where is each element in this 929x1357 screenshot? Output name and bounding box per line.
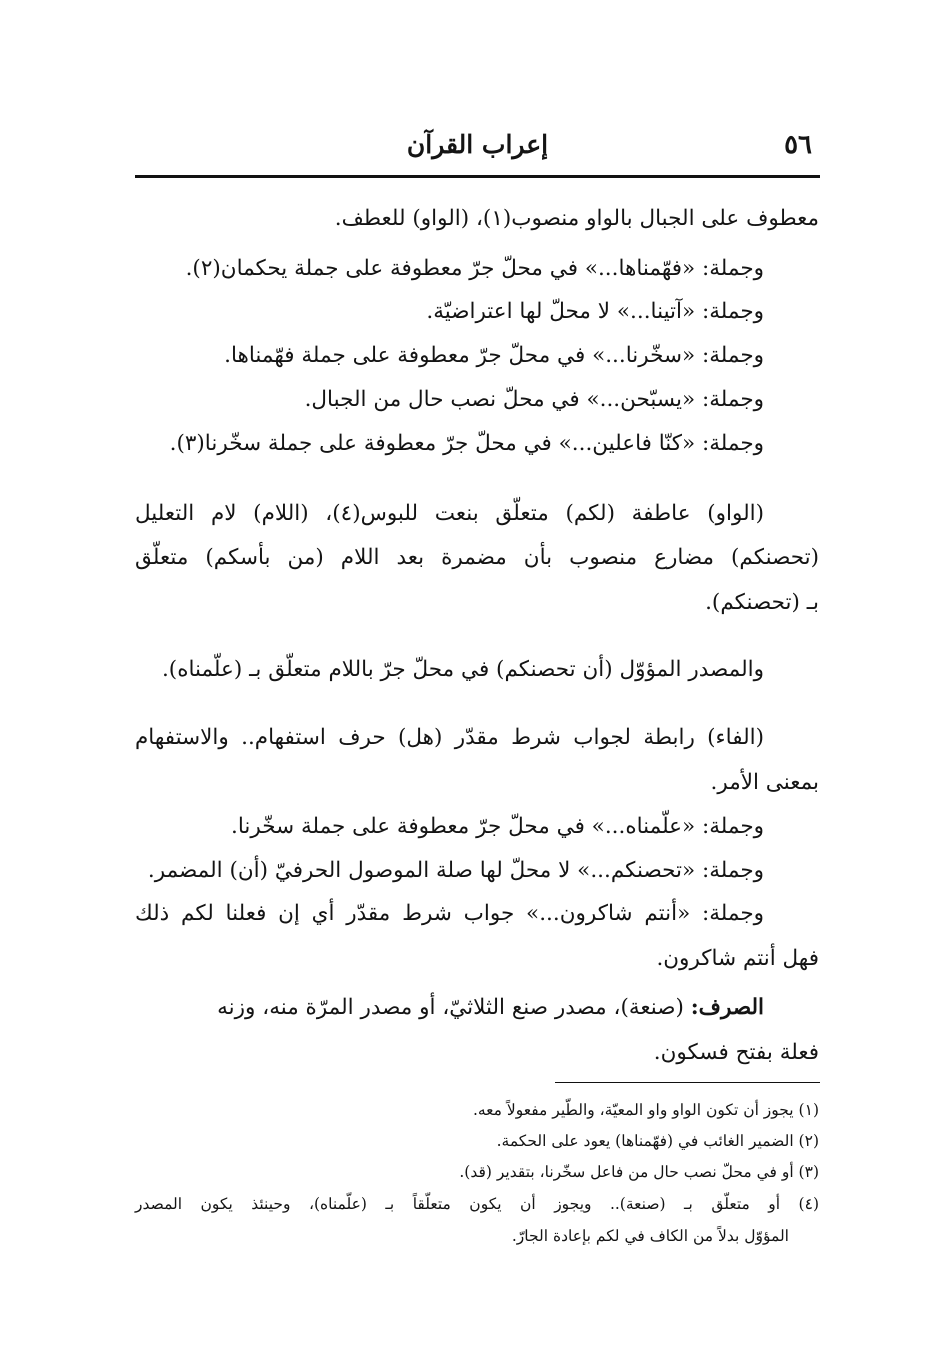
header-rule [135, 175, 820, 178]
text-line: وجملة: «فهّمناها...» في محلّ جرّ معطوفة على جملة يحكمان(٢). [185, 256, 764, 281]
text-line: وجملة: «آتينا...» لا محلّ لها اعتراضيّة. [426, 299, 764, 324]
footnote: (٣) أو في محلّ نصب حال من فاعل سخّرنا، بتقدير (قد). [459, 1163, 819, 1181]
sarf-label: الصرف: [690, 995, 764, 1020]
footnote: (٢) الضمير الغائب في (فهّمناها) يعود على الحكمة. [496, 1132, 819, 1150]
text-line: وجملة: «يسبّحن...» في محلّ نصب حال من الجبال. [304, 387, 764, 412]
sarf-text: (صنعة)، مصدر صنع الثلاثيّ، أو مصدر المرّة منه، وزنه [217, 995, 684, 1020]
text-line: وجملة: «سخّرنا...» في محلّ جرّ معطوفة على جملة فهّمناها. [224, 343, 764, 368]
footnote: (١) يجوز أن تكون الواو واو المعيّة، والطّير مفعولاً معه. [472, 1101, 819, 1119]
text-line: فعلة بفتح فسكون. [653, 1040, 819, 1065]
text-line: والمصدر المؤوّل (أن تحصنكم) في محلّ جرّ باللام متعلّق بـ (علّمناه). [161, 657, 764, 682]
text-line: بمعنى الأمر. [710, 770, 819, 795]
text-line: وجملة: «أنتم شاكرون...» جواب شرط مقدّر أي إن فعلنا لكم ذلك [135, 901, 764, 926]
running-title: إعراب القرآن [406, 130, 549, 159]
text-line: (الواو) عاطفة (لكم) متعلّق بنعت للبوس(٤)، (اللام) لام التعليل [135, 501, 764, 526]
sarf-line [135, 993, 764, 1023]
footnote-continuation: المؤوّل بدلاً من الكاف في لكم بإعادة الجارّ. [511, 1227, 789, 1245]
text-line: (تحصنكم) مضارع منصوب بأن مضمرة بعد اللام (من بأسكم) متعلّق [135, 545, 819, 570]
text-line: فهل أنتم شاكرون. [656, 946, 819, 971]
footnote: (٤) أو متعلّق بـ (صنعة).. ويجوز أن يكون متعلّقاً بـ (علّمناه)، وحينئذ يكون المصدر [135, 1195, 819, 1213]
text-line: بـ (تحصنكم). [705, 590, 819, 615]
text-line: وجملة: «تحصنكم...» لا محلّ لها صلة الموصول الحرفيّ (أن) المضمر. [147, 858, 764, 883]
footnote-rule [555, 1082, 820, 1083]
text-line: معطوف على الجبال بالواو منصوب(١)، (الواو) للعطف. [334, 206, 819, 231]
text-line: وجملة: «علّمناه...» في محلّ جرّ معطوفة على جملة سخّرنا. [231, 814, 764, 839]
text-line: وجملة: «كنّا فاعلين...» في محلّ جرّ معطوفة على جملة سخّرنا(٣). [169, 431, 764, 456]
page-number: ٥٦ [784, 130, 812, 160]
text-line: (الفاء) رابطة لجواب شرط مقدّر (هل) حرف استفهام.. والاستفهام [135, 725, 764, 750]
page-header [135, 130, 820, 172]
